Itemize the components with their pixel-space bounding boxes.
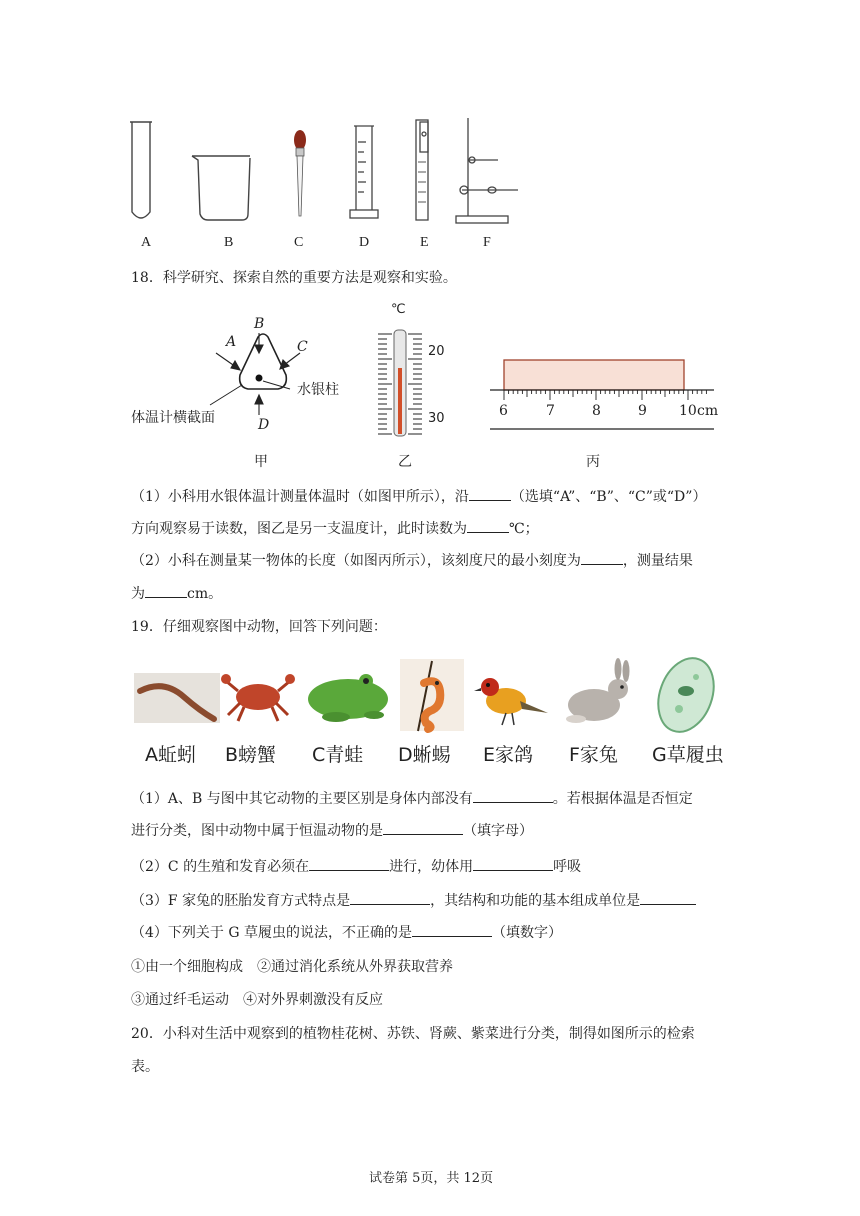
q19-title: 19．仔细观察图中动物，回答下列问题： xyxy=(131,619,387,635)
q19-part2-text-b: 进行，幼体用 xyxy=(389,859,474,875)
q19-part4 xyxy=(131,922,562,943)
equipment-label-d: D xyxy=(359,235,370,250)
arrow-label-c: C xyxy=(297,339,308,355)
cross-section-label: 体温计横截面 xyxy=(131,410,215,426)
animal-label-paramecium: G草履虫 xyxy=(652,744,724,766)
animal-label-rabbit: F家兔 xyxy=(569,744,618,766)
equipment-label-a: A xyxy=(141,235,152,250)
q18-part2-text-a: （2）小科在测量某一物体的长度（如图丙所示），该刻度尺的最小刻度为 xyxy=(131,553,581,569)
equipment-label-f: F xyxy=(483,235,491,250)
answer-blank-embryo[interactable] xyxy=(350,890,430,905)
q18-part1-text-c: 方向观察易于读数，图乙是另一支温度计，此时读数为 xyxy=(131,521,467,537)
ruler-tick-10: 10 xyxy=(679,403,697,419)
page-footer: 试卷第 5页，共 12页 xyxy=(369,1171,494,1186)
answer-blank-incorrect[interactable] xyxy=(412,922,492,937)
ruler-tick-8: 8 xyxy=(592,403,601,419)
thermometer-liquid xyxy=(398,368,402,434)
figure-caption-jia: 甲 xyxy=(254,454,268,470)
frog-icon xyxy=(308,674,388,722)
q19-part2-text-c: 呼吸 xyxy=(553,859,582,875)
q18-part1-text-a: （1）小科用水银体温计测量体温时（如图甲所示），沿 xyxy=(131,489,469,505)
animal-label-pigeon: E家鸽 xyxy=(483,744,534,766)
q19-part1-line1 xyxy=(131,788,693,809)
q18-part2-line1 xyxy=(131,550,693,571)
q19-part1-text-b: 。若根据体温是否恒定 xyxy=(552,791,693,807)
ruler-tick-6: 6 xyxy=(499,403,508,419)
q18-title: 18．科学研究、探索自然的重要方法是观察和实验。 xyxy=(131,270,457,286)
answer-blank-spine[interactable] xyxy=(473,788,553,803)
q19-part4-text-b: （填数字） xyxy=(492,925,562,941)
animal-label-lizard: D蜥蜴 xyxy=(398,744,451,766)
q18-part2-text-b: ，测量结果 xyxy=(622,553,693,569)
lab-equipment-figure xyxy=(120,112,540,257)
rabbit-icon xyxy=(566,658,630,723)
q19-part3 xyxy=(131,890,696,911)
q18-part1-text-b: （选填“A”、“B”、“C”或“D”） xyxy=(510,489,707,505)
ruler-tick-7: 7 xyxy=(546,403,555,419)
equipment-label-b: B xyxy=(224,235,234,250)
animal-label-frog: C青蛙 xyxy=(312,744,364,766)
q19-part1-text-d: （填字母） xyxy=(463,823,533,839)
answer-blank-breathing-organ[interactable] xyxy=(473,856,553,871)
answer-blank-basic-unit[interactable] xyxy=(640,890,696,905)
graduated-cylinder-icon xyxy=(350,126,378,218)
q18-part1-line1 xyxy=(131,486,706,507)
answer-blank-warm-blooded[interactable] xyxy=(383,820,463,835)
thermometer-unit: ℃ xyxy=(391,302,406,317)
q19-options-line1: ①由一个细胞构成 ②通过消化系统从外界获取营养 xyxy=(131,959,453,975)
q18-part1-text-d: ℃； xyxy=(509,521,539,537)
test-tube-icon xyxy=(130,122,152,218)
beaker-icon xyxy=(192,156,250,220)
thermometer-tick-30: 30 xyxy=(428,411,445,426)
q19-part1-text-c: 进行分类，图中动物中属于恒温动物的是 xyxy=(131,823,383,839)
thermometer-tick-20: 20 xyxy=(428,344,445,359)
answer-blank-min-scale[interactable] xyxy=(581,550,623,565)
q18-part2-text-d: cm。 xyxy=(187,586,223,602)
arrow-label-b: B xyxy=(254,316,265,332)
animal-pictures xyxy=(134,655,734,735)
figure-caption-bing: 丙 xyxy=(586,454,600,470)
iron-stand-icon xyxy=(456,118,518,223)
animal-label-crab: B螃蟹 xyxy=(225,744,277,766)
q18-part1-line2 xyxy=(131,518,539,539)
q19-part3-text-a: （3）F 家兔的胚胎发育方式特点是 xyxy=(131,893,351,909)
mercury-column-dot xyxy=(256,375,263,382)
q18-part2-text-c: 为 xyxy=(131,586,145,602)
q20-line2: 表。 xyxy=(131,1059,159,1075)
thermometer-figure xyxy=(372,316,432,438)
ruler-tick-9: 9 xyxy=(638,403,647,419)
pigeon-icon xyxy=(474,678,548,725)
q19-options-line2: ③通过纤毛运动 ④对外界刺激没有反应 xyxy=(131,992,383,1008)
q19-part3-text-b: ，其结构和功能的基本组成单位是 xyxy=(430,893,641,909)
answer-blank-environment[interactable] xyxy=(309,856,389,871)
q19-part2-text-a: （2）C 的生殖和发育必须在 xyxy=(131,859,310,875)
arrow-label-d: D xyxy=(258,417,270,433)
crab-icon xyxy=(221,674,295,721)
ruler-unit: cm xyxy=(697,403,719,419)
paramecium-icon xyxy=(649,655,724,735)
q18-part2-line2 xyxy=(131,583,222,604)
dropper-icon xyxy=(294,130,306,216)
answer-blank-temperature[interactable] xyxy=(467,518,509,533)
answer-blank-direction[interactable] xyxy=(469,486,511,501)
measured-object xyxy=(504,360,684,390)
arrow-label-a: A xyxy=(226,334,237,350)
equipment-label-e: E xyxy=(420,235,429,250)
q20-line1: 20．小科对生活中观察到的植物桂花树、苏铁、肾蕨、紫菜进行分类，制得如图所示的检索 xyxy=(131,1026,695,1042)
ruler-figure xyxy=(488,356,719,436)
mercury-column-label: 水银柱 xyxy=(297,382,339,398)
q19-part1-text-a: （1）A、B 与图中其它动物的主要区别是身体内部没有 xyxy=(131,791,473,807)
equipment-label-c: C xyxy=(294,235,304,250)
chameleon-icon xyxy=(400,659,464,731)
figure-caption-yi: 乙 xyxy=(398,454,412,470)
q19-part4-text-a: （4）下列关于 G 草履虫的说法，不正确的是 xyxy=(131,925,412,941)
animal-label-earthworm: A蚯蚓 xyxy=(145,744,196,766)
answer-blank-length[interactable] xyxy=(145,583,187,598)
earthworm-icon xyxy=(134,673,220,723)
test-tube-holder-icon xyxy=(416,120,428,220)
q19-part1-line2 xyxy=(131,820,533,841)
q19-part2 xyxy=(131,856,581,877)
